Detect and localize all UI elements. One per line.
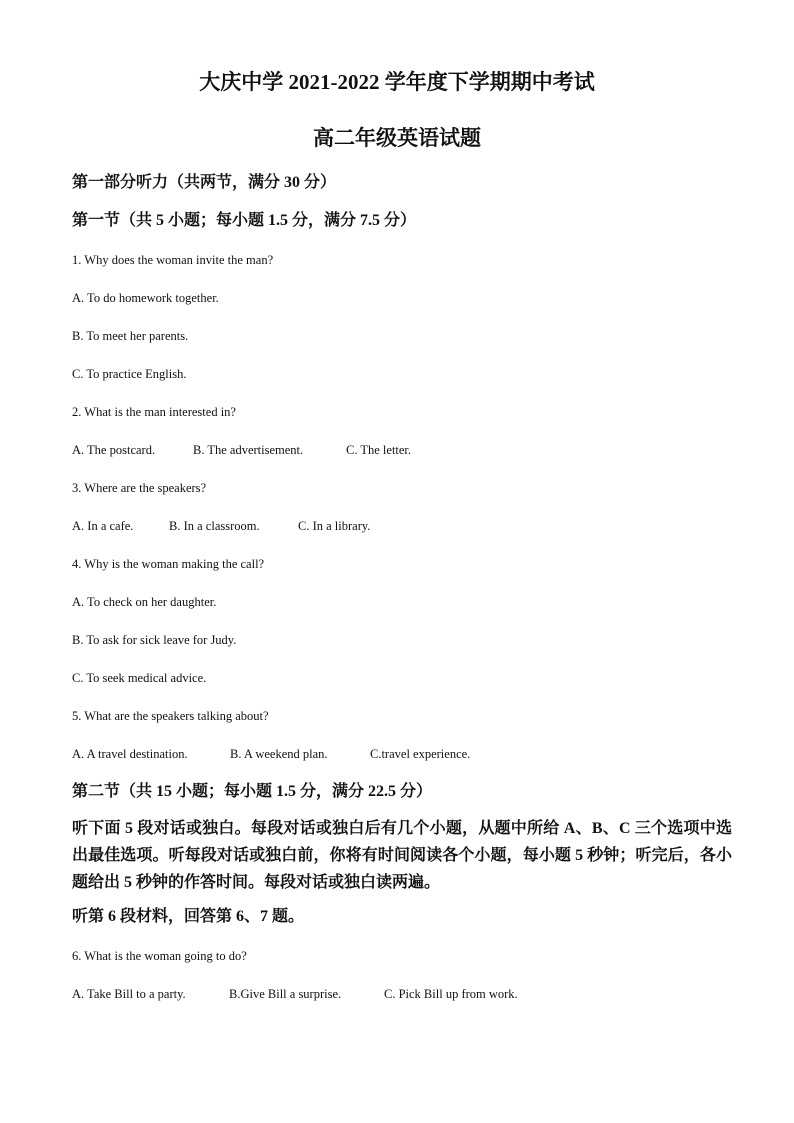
question-2-option-c: C. The letter. [346,443,412,457]
part1-heading: 第一部分听力（共两节，满分 30 分） [72,174,337,191]
question-6-stem: 6. What is the woman going to do? [72,949,247,963]
section2-instructions: 听下面 5 段对话或独白。每段对话或独白后有几个小题，从题中所给 A、B、C 三个选项中选出最佳选项。听每段对话或独白前，你将有时间阅读各个小题，每小题 5 秒钟；听完后，各小题给出 5 秒钟的作答时间。每段对话或独白读两遍。 [72,820,732,891]
question-2-stem: 2. What is the man interested in? [72,405,236,419]
question-4-option-b: B. To ask for sick leave for Judy. [72,633,237,647]
question-1-stem: 1. Why does the woman invite the man? [72,253,274,267]
question-1-option-b: B. To meet her parents. [72,329,189,343]
question-3-option-a: A. In a cafe. [72,519,134,533]
question-6-option-b: B.Give Bill a surprise. [229,987,342,1001]
question-3-option-b: B. In a classroom. [169,519,260,533]
question-6-options [72,986,518,1002]
question-4-option-a: A. To check on her daughter. [72,595,217,609]
question-3-options [72,518,370,534]
question-1-option-c: C. To practice English. [72,367,187,381]
section2-heading: 第二节（共 15 小题；每小题 1.5 分，满分 22.5 分） [72,783,433,800]
question-5-stem: 5. What are the speakers talking about? [72,709,269,723]
exam-title: 大庆中学 2021-2022 学年度下学期期中考试 [199,70,595,94]
question-6-option-c: C. Pick Bill up from work. [384,987,518,1001]
question-5-option-b: B. A weekend plan. [230,747,328,761]
question-1-option-a: A. To do homework together. [72,291,219,305]
question-2-option-b: B. The advertisement. [193,443,304,457]
section1-heading: 第一节（共 5 小题；每小题 1.5 分，满分 7.5 分） [72,212,417,229]
question-3-stem: 3. Where are the speakers? [72,481,207,495]
question-4-stem: 4. Why is the woman making the call? [72,557,265,571]
question-5-options [72,746,470,762]
question-6-option-a: A. Take Bill to a party. [72,987,186,1001]
question-5-option-a: A. A travel destination. [72,747,188,761]
material-6-heading: 听第 6 段材料，回答第 6、7 题。 [72,908,305,925]
question-2-options [72,442,411,458]
question-4-option-c: C. To seek medical advice. [72,671,207,685]
question-2-option-a: A. The postcard. [72,443,156,457]
exam-subtitle: 高二年级英语试题 [313,126,481,150]
question-5-option-c: C.travel experience. [370,747,471,761]
question-3-option-c: C. In a library. [298,519,371,533]
